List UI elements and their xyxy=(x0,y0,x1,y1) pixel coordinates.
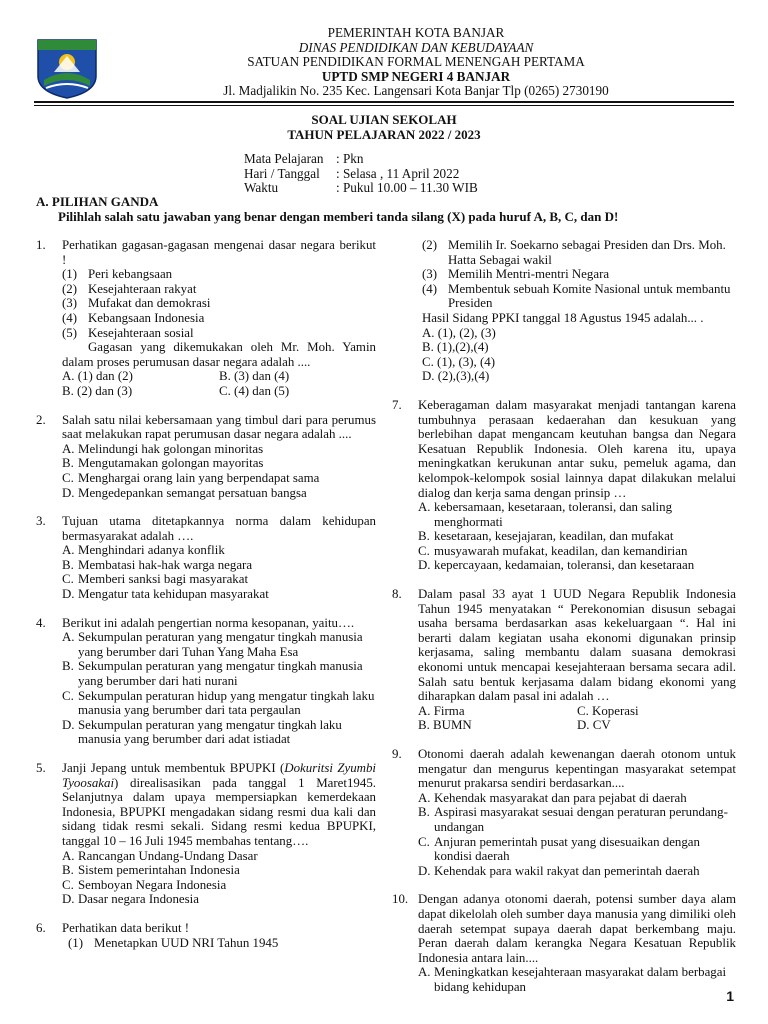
page-number: 1 xyxy=(726,988,734,1004)
question-1 xyxy=(36,238,376,399)
item-text: Menetapkan UUD NRI Tahun 1945 xyxy=(94,935,279,950)
option-text: Memberi sanksi bagi masyarakat xyxy=(78,572,249,587)
answer-options xyxy=(418,704,736,719)
answer-option[interactable] xyxy=(62,442,376,457)
exam-meta xyxy=(244,152,478,196)
answer-option[interactable]: C. Koperasi xyxy=(577,703,639,718)
question-number: 10. xyxy=(392,892,409,907)
option-letter: B. xyxy=(62,456,74,471)
header-divider-thick xyxy=(34,101,734,103)
list-item xyxy=(62,326,376,341)
option-text: Sekumpulan peraturan yang mengatur tingkah manusia yang berumber dari Tuhan Yang Maha Esa xyxy=(78,630,363,659)
option-text: Melindungi hak golongan minoritas xyxy=(78,441,264,456)
question-stem: Dengan adanya otonomi daerah, potensi sumber daya alam dapat dikelolah oleh sumber daya manusia yang dimiliki oleh daerah setempat supaya daerah dapat berkembang maju. Peran daerah dalam kerangka Negara Kesatuan Republik Indonesia antara lain.... xyxy=(418,892,736,965)
option-text: Sekumpulan peraturan hidup yang mengatur tingkah laku manusia yang berumber dari tata pergaulan xyxy=(78,688,375,718)
letterhead-address: Jl. Madjalikin No. 235 Kec. Langensari Kota Banjar Tlp (0265) 2730190 xyxy=(223,83,609,99)
option-text: Sistem pemerintahan Indonesia xyxy=(78,863,240,878)
option-text: Meningkatkan kesejahteraan masyarakat dalam berbagai bidang kehidupan xyxy=(434,965,727,994)
option-text: Sekumpulan peraturan yang mengatur tingkah laku manusia yang berumber dari adat istiadat xyxy=(78,717,342,747)
answer-option[interactable]: A. Firma xyxy=(418,703,465,718)
option-text: Membatasi hak-hak warga negara xyxy=(78,557,253,572)
answer-option[interactable] xyxy=(62,689,376,718)
answer-option[interactable]: C. (1), (3), (4) xyxy=(422,354,496,369)
option-letter: C. xyxy=(62,572,74,587)
option-text: Mengatur tata kehidupan masyarakat xyxy=(78,587,269,602)
list-item xyxy=(422,282,736,311)
question-stem: Keberagaman dalam masyarakat menjadi tantangan karena tumbuhnya perasaan kedaerahan dan kesukuan yang berlebihan dapat mengancam keutuhan bangsa dan Negara Kesatuan Republik Indonesia. Oleh karena itu, upaya meningkatkan kerukunan antar suku, pemeluk agama, dan kelompok-kelompok sosial lainnya dapat dilakukan melalui dialog dan kerja sama dengan prinsip … xyxy=(418,397,736,500)
answer-option[interactable] xyxy=(418,544,736,559)
question-6 xyxy=(36,921,376,950)
option-text: Anjuran pemerintah pusat yang disesuaikan dengan kondisi daerah xyxy=(434,834,700,864)
question-followup: Hasil Sidang PPKI tanggal 18 Agustus 1945 adalah... . xyxy=(422,310,704,325)
question-number: 1. xyxy=(36,238,46,252)
option-text: Mengedepankan semangat persatuan bangsa xyxy=(78,485,307,500)
answer-option[interactable]: B. BUMN xyxy=(418,718,472,733)
meta-key: Hari / Tanggal xyxy=(244,165,320,181)
question-9 xyxy=(392,747,736,878)
answer-option[interactable]: D. (2),(3),(4) xyxy=(422,369,490,384)
answer-option[interactable] xyxy=(62,572,376,587)
answer-option[interactable] xyxy=(418,864,736,879)
answer-option[interactable] xyxy=(418,791,736,806)
answer-option[interactable]: A. (1), (2), (3) xyxy=(422,325,496,340)
option-letter: A. xyxy=(62,543,75,558)
answer-option[interactable] xyxy=(62,587,376,602)
option-text: kebersamaan, kesetaraan, toleransi, dan saling menghormati xyxy=(434,500,673,529)
meta-key: Waktu xyxy=(244,180,279,196)
question-stem: Tujuan utama ditetapkannya norma dalam kehidupan bermasyarakat adalah …. xyxy=(62,514,376,543)
item-label: (3) xyxy=(422,267,438,282)
option-letter: D. xyxy=(62,485,75,500)
answer-option[interactable] xyxy=(62,863,376,878)
item-label: (1) xyxy=(68,935,84,950)
item-text: Membentuk sebuah Komite Nasional untuk membantu Presiden xyxy=(448,281,731,311)
answer-option[interactable] xyxy=(418,529,736,544)
question-number: 2. xyxy=(36,412,46,427)
item-label: (1) xyxy=(62,267,78,282)
option-letter: D. xyxy=(418,863,431,878)
item-label: (3) xyxy=(62,296,78,311)
question-stem: Salah satu nilai kebersamaan yang timbul dari para perumus saat melakukan rapat perumusan dasar negara adalah .... xyxy=(62,412,376,442)
answer-option[interactable]: B. (3) dan (4) xyxy=(219,369,290,384)
option-text: Mengutamakan golongan mayoritas xyxy=(78,456,264,471)
answer-option[interactable] xyxy=(418,965,736,994)
answer-option[interactable] xyxy=(62,456,376,471)
option-text: Aspirasi masyarakat sesuai dengan peraturan perundang-undangan xyxy=(434,805,728,834)
option-letter: C. xyxy=(418,543,430,558)
answer-option[interactable] xyxy=(62,630,376,659)
answer-option[interactable]: B. (2) dan (3) xyxy=(62,383,133,398)
question-number: 3. xyxy=(36,514,46,529)
item-label: (4) xyxy=(422,281,438,296)
answer-option[interactable]: A. (1) dan (2) xyxy=(62,369,133,384)
question-stem: Perhatikan gagasan-gagasan mengenai dasar negara berikut ! xyxy=(62,238,376,267)
answer-option[interactable] xyxy=(418,558,736,573)
answer-option[interactable] xyxy=(62,892,376,907)
answer-option[interactable] xyxy=(62,486,376,501)
option-letter: B. xyxy=(62,659,74,674)
option-text: Sekumpulan peraturan yang mengatur tingkah manusia yang berumber dari hati nurani xyxy=(78,659,363,689)
option-letter: D. xyxy=(418,558,431,573)
exam-title-line1: SOAL UJIAN SEKOLAH xyxy=(311,112,457,127)
answer-options xyxy=(418,718,736,733)
question-6-continued xyxy=(392,238,736,384)
option-letter: B. xyxy=(418,805,430,820)
item-text: Mufakat dan demokrasi xyxy=(88,296,211,311)
option-letter: A. xyxy=(418,500,431,515)
letterhead-government: PEMERINTAH KOTA BANJAR xyxy=(327,25,505,40)
meta-key: Mata Pelajaran xyxy=(244,151,324,166)
answer-option[interactable] xyxy=(62,659,376,688)
option-letter: B. xyxy=(62,557,74,572)
option-letter: A. xyxy=(418,965,431,980)
answer-option[interactable] xyxy=(62,718,376,747)
question-5 xyxy=(36,761,376,907)
option-letter: D. xyxy=(62,892,75,907)
item-text: Peri kebangsaan xyxy=(88,267,173,282)
list-item xyxy=(422,267,736,282)
question-10 xyxy=(392,892,736,994)
option-text: Semboyan Negara Indonesia xyxy=(78,877,227,892)
answer-option[interactable] xyxy=(418,805,736,834)
exam-title xyxy=(0,113,768,142)
option-letter: A. xyxy=(62,630,75,645)
option-text: Dasar negara Indonesia xyxy=(78,892,199,907)
section-instruction: Pilihlah salah satu jawaban yang benar dengan memberi tanda silang (X) pada huruf A, B, C, dan D! xyxy=(58,208,619,224)
question-number: 8. xyxy=(392,587,402,602)
answer-option[interactable] xyxy=(62,849,376,864)
option-text: Menghargai orang lain yang berpendapat sama xyxy=(78,470,320,485)
list-item xyxy=(62,296,376,311)
answer-option[interactable] xyxy=(62,558,376,573)
meta-value: : Selasa , 11 April 2022 xyxy=(336,165,460,181)
option-text: kepercayaan, kedamaian, toleransi, dan kesetaraan xyxy=(434,558,695,573)
option-text: Kehendak masyarakat dan para pejabat di daerah xyxy=(434,790,687,805)
question-number: 9. xyxy=(392,747,402,761)
answer-option[interactable] xyxy=(62,543,376,558)
list-item xyxy=(62,311,376,326)
question-8 xyxy=(392,587,736,733)
section-heading: A. PILIHAN GANDA xyxy=(36,194,159,209)
exam-title-line2: TAHUN PELAJARAN 2022 / 2023 xyxy=(287,126,481,142)
list-item xyxy=(68,936,376,951)
question-4 xyxy=(36,616,376,747)
option-letter: A. xyxy=(62,848,75,863)
answer-option[interactable] xyxy=(62,878,376,893)
letterhead-school: UPTD SMP NEGERI 4 BANJAR xyxy=(321,68,511,84)
option-letter: C. xyxy=(62,470,74,485)
question-3 xyxy=(36,514,376,602)
question-number: 5. xyxy=(36,761,46,775)
answer-option[interactable] xyxy=(62,471,376,486)
item-text: Memilih Ir. Soekarno sebagai Presiden dan Drs. Moh. Hatta Sebagai wakil xyxy=(448,238,726,267)
question-number: 4. xyxy=(36,615,46,630)
question-7 xyxy=(392,398,736,573)
question-stem: Perhatikan data berikut ! xyxy=(62,920,190,935)
meta-row xyxy=(244,181,478,196)
option-text: Menghindari adanya konflik xyxy=(78,543,225,558)
question-stem: Berikut ini adalah pengertian norma kesopanan, yaitu…. xyxy=(62,615,355,630)
answer-option[interactable]: D. CV xyxy=(577,718,611,733)
option-letter: C. xyxy=(62,877,74,892)
option-letter: A. xyxy=(418,790,431,805)
answer-option[interactable] xyxy=(418,835,736,864)
option-letter: A. xyxy=(62,441,75,456)
question-2 xyxy=(36,413,376,501)
option-letter: D. xyxy=(62,717,75,732)
question-stem xyxy=(62,761,376,849)
option-text: kesetaraan, kesejajaran, keadilan, dan mufakat xyxy=(434,529,674,544)
meta-row xyxy=(244,152,478,167)
letterhead-department: DINAS PENDIDIKAN DAN KEBUDAYAAN xyxy=(298,39,534,55)
section-a xyxy=(36,195,618,224)
item-label: (2) xyxy=(422,238,438,252)
answer-option[interactable] xyxy=(418,500,736,529)
stem-part: ) direalisasikan pada tanggal 1 Maret1945. Selanjutnya dalam upaya mempersiapkan kemerdekaan Indonesia, BPUPKI mengadakan sidang resmi dua kali dan sidang tidak resmi sekali. Sidang resmi kedua BPUPKI, tanggal 10 – 16 Juli 1945 membahas tentang…. xyxy=(62,775,376,848)
stem-italic: Dokuritsi Zyumbi Tyoosakai xyxy=(62,761,377,790)
item-label: (4) xyxy=(62,310,78,325)
letterhead xyxy=(0,26,768,99)
answer-option[interactable]: B. (1),(2),(4) xyxy=(422,340,489,355)
option-letter: D. xyxy=(62,587,75,602)
option-letter: C. xyxy=(418,834,430,849)
item-text: Memilih Mentri-mentri Negara xyxy=(448,267,610,282)
meta-row xyxy=(244,167,478,182)
answer-option[interactable]: C. (4) dan (5) xyxy=(219,383,290,398)
header-divider-thin xyxy=(34,105,734,106)
list-item xyxy=(422,238,736,267)
left-column xyxy=(36,238,376,964)
letterhead-unit: SATUAN PENDIDIKAN FORMAL MENENGAH PERTAMA xyxy=(247,54,585,70)
answer-options xyxy=(62,384,376,399)
list-item xyxy=(62,267,376,282)
right-column xyxy=(392,238,736,1009)
question-number: 7. xyxy=(392,397,402,412)
option-text: Rancangan Undang-Undang Dasar xyxy=(78,848,258,863)
question-number: 6. xyxy=(36,920,46,935)
option-text: Kehendak para wakil rakyat dan pemerintah daerah xyxy=(434,863,700,878)
meta-value: : Pkn xyxy=(336,151,364,166)
option-letter: B. xyxy=(418,529,430,544)
item-label: (2) xyxy=(62,281,78,296)
option-letter: C. xyxy=(62,688,74,703)
stem-part: Janji Jepang untuk membentuk BPUPKI ( xyxy=(62,761,285,775)
list-item xyxy=(62,282,376,297)
meta-value: : Pukul 10.00 – 11.30 WIB xyxy=(336,180,478,196)
item-text: Kebangsaan Indonesia xyxy=(88,310,205,325)
question-stem: Dalam pasal 33 ayat 1 UUD Negara Republik Indonesia Tahun 1945 menyatakan “ Perekonomian disusun sebagai usaha bersama berdasarkan asas kekeluargaan “. Hal ini berarti dalam kegiatan usaha ekonomi digunakan prinsip kerjasama, saling membantu dalam suasana demokrasi ekonomi untuk mencapai kesejahteraan bersama secara adil. Salah satu bentuk kerjasama dalam bidang ekonomi yang diharapkan dalam pasal ini adalah … xyxy=(418,587,736,704)
question-stem: Otonomi daerah adalah kewenangan daerah otonom untuk mengatur dan mengurus kepentingan masyarakat setempat menurut prakarsa sendiri berdasarkan.... xyxy=(418,747,736,791)
answer-options xyxy=(62,369,376,384)
item-text: Kesejahteraan sosial xyxy=(88,325,194,340)
question-followup: Gagasan yang dikemukakan oleh Mr. Moh. Yamin dalam proses perumusan dasar negara adalah .... xyxy=(62,340,376,369)
item-text: Kesejahteraan rakyat xyxy=(88,281,197,296)
item-label: (5) xyxy=(62,325,78,340)
option-text: musyawarah mufakat, keadilan, dan kemandirian xyxy=(434,543,688,558)
option-letter: B. xyxy=(62,863,74,878)
